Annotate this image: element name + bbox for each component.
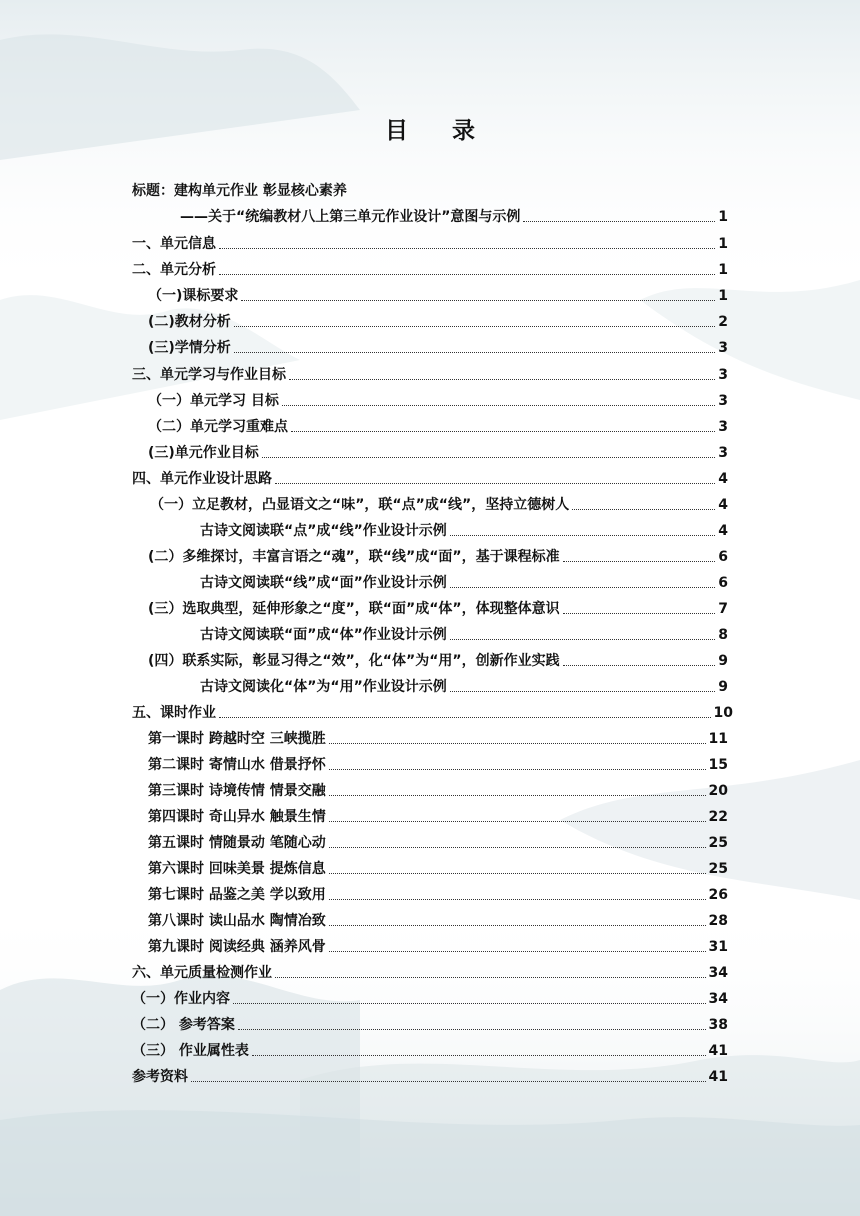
toc-entry-label: 五、课时作业 [132, 705, 216, 721]
toc-entry-label: (二)教材分析 [148, 314, 231, 330]
dot-leader [233, 1003, 706, 1004]
toc-entry[interactable] [132, 365, 728, 385]
toc-entry-label: 三、单元学习与作业目标 [132, 367, 286, 383]
toc-page-number: 4 [718, 471, 728, 487]
toc-page-number: 41 [708, 1069, 728, 1085]
toc-entry-label: 四、单元作业设计思路 [132, 471, 272, 487]
toc-page-number: 6 [718, 549, 728, 565]
toc-entry-label: （二） 参考答案 [132, 1017, 235, 1033]
toc-page-number: 26 [708, 887, 728, 903]
toc-entry[interactable] [148, 755, 728, 775]
toc-entry-label: (三)单元作业目标 [148, 445, 259, 461]
toc-page-number: 25 [708, 861, 728, 877]
toc-page-number: 3 [718, 340, 728, 356]
toc-entry[interactable] [148, 547, 728, 567]
dot-leader [329, 743, 706, 744]
toc-page-number: 11 [708, 731, 728, 747]
toc-entry[interactable] [132, 1015, 728, 1035]
toc-page-number: 22 [708, 809, 728, 825]
toc-entry[interactable] [148, 443, 728, 463]
toc-entry[interactable] [148, 937, 728, 957]
toc-page-number: 4 [718, 497, 728, 513]
toc-entry[interactable] [148, 312, 728, 332]
dot-leader [329, 795, 706, 796]
toc-page-number: 1 [718, 288, 728, 304]
toc-entry-label: （二）单元学习重难点 [148, 419, 288, 435]
toc-entry[interactable] [148, 833, 728, 853]
dot-leader [241, 300, 715, 301]
toc-entry-label: (二）多维探讨，丰富言语之“魂”，联“线”成“面”，基于课程标准 [148, 549, 560, 565]
toc-entry-label: ——关于“统编教材八上第三单元作业设计”意图与示例 [180, 209, 521, 225]
toc-entry-label: 六、单元质量检测作业 [132, 965, 272, 981]
toc-entry-label: 第四课时 奇山异水 触景生情 [148, 809, 326, 825]
dot-leader [191, 1081, 706, 1082]
toc-entry-label: 第三课时 诗境传情 情景交融 [148, 783, 326, 799]
toc-page-number: 3 [718, 445, 728, 461]
toc-entry[interactable] [148, 417, 728, 437]
toc-entry-label: 第五课时 情随景动 笔随心动 [148, 835, 326, 851]
toc-page-number: 6 [718, 575, 728, 591]
toc-entry[interactable] [148, 885, 728, 905]
toc-entry-label: (四）联系实际，彰显习得之“效”，化“体”为“用”，创新作业实践 [148, 653, 560, 669]
toc-page-number: 9 [718, 653, 728, 669]
toc-entry[interactable] [150, 495, 728, 515]
toc-entry-label: （一）作业内容 [132, 991, 230, 1007]
toc-entry[interactable] [132, 963, 728, 983]
dot-leader [275, 977, 706, 978]
dot-leader [450, 535, 715, 536]
dot-leader [450, 691, 715, 692]
toc-entry[interactable] [148, 781, 728, 801]
dot-leader [329, 899, 706, 900]
toc-entry[interactable] [148, 911, 728, 931]
dot-leader [252, 1055, 706, 1056]
toc-page-number: 2 [718, 314, 728, 330]
toc-entry-label: （一)课标要求 [148, 288, 239, 304]
toc-page-number: 1 [718, 262, 728, 278]
toc-entry[interactable] [132, 989, 728, 1009]
dot-leader [563, 665, 715, 666]
toc-entry[interactable] [148, 391, 728, 411]
dot-leader [329, 873, 706, 874]
toc-entry-label: （一）立足教材，凸显语文之“味”，联“点”成“线”，坚持立德树人 [150, 497, 570, 513]
toc-entry[interactable] [132, 1041, 728, 1061]
toc-entry-label: (三)学情分析 [148, 340, 231, 356]
toc-page-number: 7 [718, 601, 728, 617]
toc-entry-label: 第二课时 寄情山水 借景抒怀 [148, 757, 326, 773]
dot-leader [329, 847, 706, 848]
dot-leader [329, 821, 706, 822]
toc-page-number: 28 [708, 913, 728, 929]
toc-page-number: 3 [718, 367, 728, 383]
toc-entry[interactable] [200, 625, 728, 645]
dot-leader [563, 613, 715, 614]
dot-leader [563, 561, 715, 562]
toc-entry[interactable] [148, 859, 728, 879]
toc-entry[interactable] [148, 286, 728, 306]
dot-leader [329, 951, 706, 952]
toc-entry-label: （三） 作业属性表 [132, 1043, 249, 1059]
toc-entry-label: 古诗文阅读联“点”成“线”作业设计示例 [200, 523, 447, 539]
toc-entry[interactable] [180, 207, 728, 227]
toc-entry[interactable] [132, 234, 728, 254]
toc-entry-label: 第七课时 品鉴之美 学以致用 [148, 887, 326, 903]
dot-leader [234, 326, 715, 327]
toc-entry-label: 第八课时 读山品水 陶情冶致 [148, 913, 326, 929]
toc-page-number: 1 [718, 236, 728, 252]
toc-entry[interactable] [200, 573, 728, 593]
toc-entry-label: (三）选取典型，延伸形象之“度”，联“面”成“体”，体现整体意识 [148, 601, 560, 617]
toc-page-number: 34 [708, 965, 728, 981]
toc-page-number: 25 [708, 835, 728, 851]
dot-leader [219, 248, 715, 249]
toc-page-number: 20 [708, 783, 728, 799]
toc-entry[interactable] [132, 260, 728, 280]
toc-page-number: 8 [718, 627, 728, 643]
dot-leader [275, 483, 715, 484]
toc-entry-label: （一）单元学习 目标 [148, 393, 279, 409]
toc-page-number: 9 [718, 679, 728, 695]
toc-page-number: 4 [718, 523, 728, 539]
toc-entry-label: 第九课时 阅读经典 涵养风骨 [148, 939, 326, 955]
dot-leader [219, 274, 715, 275]
toc-page-number: 3 [718, 419, 728, 435]
toc-page-number: 15 [708, 757, 728, 773]
toc-entry-label: 一、单元信息 [132, 236, 216, 252]
toc-entry-label: 古诗文阅读化“体”为“用”作业设计示例 [200, 679, 447, 695]
toc-page-number: 1 [718, 209, 728, 225]
dot-leader [329, 769, 706, 770]
toc-entry-label: 第一课时 跨越时空 三峡揽胜 [148, 731, 326, 747]
toc-entry[interactable] [200, 521, 728, 541]
dot-leader [291, 431, 715, 432]
toc-heading: 标题：建构单元作业 彰显核心素养 [132, 183, 347, 199]
toc-entry[interactable] [148, 651, 728, 671]
toc-page-number: 3 [718, 393, 728, 409]
toc-entry-label: 古诗文阅读联“面”成“体”作业设计示例 [200, 627, 447, 643]
toc-page-number: 38 [708, 1017, 728, 1033]
dot-leader [238, 1029, 706, 1030]
dot-leader [234, 352, 715, 353]
toc-entry-label: 第六课时 回味美景 提炼信息 [148, 861, 326, 877]
dot-leader [572, 509, 715, 510]
toc-page-number: 41 [708, 1043, 728, 1059]
toc-entry[interactable] [148, 729, 728, 749]
toc-entry[interactable] [132, 469, 728, 489]
toc-entry[interactable] [148, 338, 728, 358]
toc-entry[interactable] [200, 677, 728, 697]
dot-leader [282, 405, 715, 406]
toc-page-number: 31 [708, 939, 728, 955]
toc-entry[interactable] [148, 807, 728, 827]
dot-leader [450, 639, 715, 640]
toc-page-number: 10 [713, 705, 733, 721]
dot-leader [329, 925, 706, 926]
toc-page-number: 34 [708, 991, 728, 1007]
dot-leader [219, 717, 711, 718]
toc-entry-label: 参考资料 [132, 1069, 188, 1085]
toc-entry-label: 二、单元分析 [132, 262, 216, 278]
page-title: 目 录 [384, 118, 493, 144]
toc-entry-label: 古诗文阅读联“线”成“面”作业设计示例 [200, 575, 447, 591]
dot-leader [289, 379, 715, 380]
toc-entry[interactable] [148, 599, 728, 619]
toc-entry[interactable] [132, 703, 733, 723]
dot-leader [523, 221, 715, 222]
toc-entry[interactable] [132, 1067, 728, 1087]
dot-leader [450, 587, 715, 588]
dot-leader [262, 457, 715, 458]
